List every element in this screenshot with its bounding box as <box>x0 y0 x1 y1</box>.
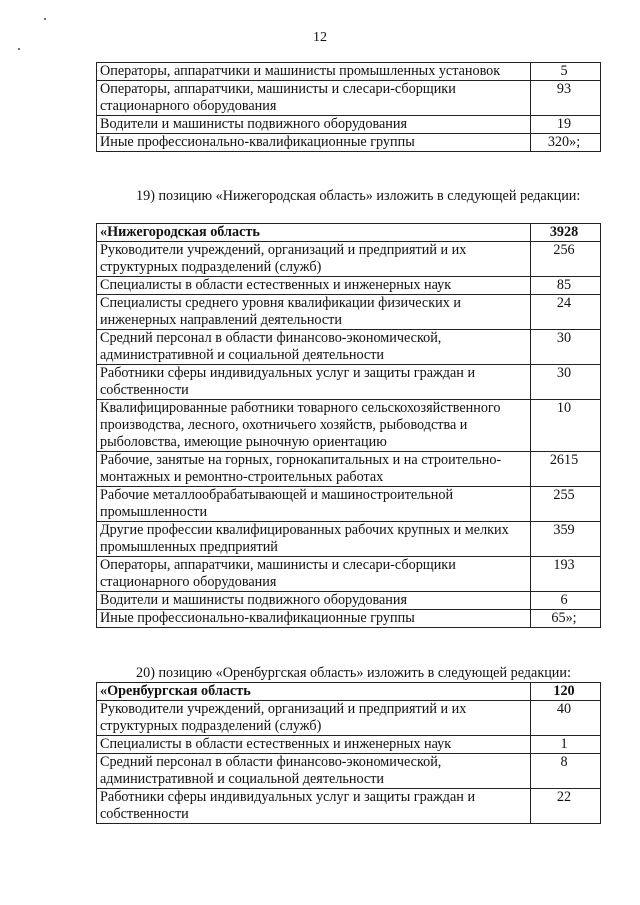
table-row <box>97 330 601 365</box>
table-row <box>97 522 601 557</box>
table-row <box>97 63 601 81</box>
table-row <box>97 365 601 400</box>
row-value: 193 <box>531 557 601 592</box>
table-orenburgskaya <box>96 682 601 824</box>
row-label: Иные профессионально-квалификационные группы <box>97 610 531 628</box>
table-header-row <box>97 683 601 701</box>
paragraph-20: 20) позицию «Оренбургская область» изложить в следующей редакции: <box>136 665 571 681</box>
row-label: Рабочие, занятые на горных, горнокапитальных и на строительно-монтажных и ремонтно-строительных работах <box>97 452 531 487</box>
row-label: Рабочие металлообрабатывающей и машиностроительной промышленности <box>97 487 531 522</box>
scan-speck <box>18 48 20 50</box>
row-value: 65»; <box>531 610 601 628</box>
scan-speck <box>44 18 46 20</box>
row-value: 5 <box>531 63 601 81</box>
table-row <box>97 81 601 116</box>
row-label: Водители и машинисты подвижного оборудования <box>97 116 531 134</box>
table-row <box>97 754 601 789</box>
row-value: 8 <box>531 754 601 789</box>
table-row <box>97 610 601 628</box>
region-total: 3928 <box>531 224 601 242</box>
row-label: Операторы, аппаратчики, машинисты и слесари-сборщики стационарного оборудования <box>97 81 531 116</box>
row-value: 6 <box>531 592 601 610</box>
row-value: 2615 <box>531 452 601 487</box>
table-row <box>97 134 601 152</box>
row-label: Работники сферы индивидуальных услуг и защиты граждан и собственности <box>97 365 531 400</box>
table-row <box>97 592 601 610</box>
page-number: 12 <box>313 30 327 45</box>
row-label: Руководители учреждений, организаций и предприятий и их структурных подразделений (служб) <box>97 701 531 736</box>
row-label: Квалифицированные работники товарного сельскохозяйственного производства, лесного, охотничьего хозяйств, рыбоводства и рыболовства, имеющие рыночную ориентацию <box>97 400 531 452</box>
table-row <box>97 557 601 592</box>
row-label: Работники сферы индивидуальных услуг и защиты граждан и собственности <box>97 789 531 824</box>
row-label: Специалисты в области естественных и инженерных наук <box>97 277 531 295</box>
table-row <box>97 789 601 824</box>
row-value: 22 <box>531 789 601 824</box>
table-row <box>97 277 601 295</box>
paragraph-19: 19) позицию «Нижегородская область» изложить в следующей редакции: <box>136 188 581 204</box>
row-value: 30 <box>531 330 601 365</box>
table-row <box>97 452 601 487</box>
row-label: Иные профессионально-квалификационные группы <box>97 134 531 152</box>
table-row <box>97 242 601 277</box>
row-value: 19 <box>531 116 601 134</box>
table-row <box>97 701 601 736</box>
row-label: Специалисты среднего уровня квалификации физических и инженерных направлений деятельности <box>97 295 531 330</box>
region-total: 120 <box>531 683 601 701</box>
table-header-row <box>97 224 601 242</box>
row-label: Водители и машинисты подвижного оборудования <box>97 592 531 610</box>
row-value: 1 <box>531 736 601 754</box>
table-nizhegorodskaya <box>96 223 601 628</box>
row-value: 30 <box>531 365 601 400</box>
row-label: Средний персонал в области финансово-экономической, административной и социальной деятельности <box>97 754 531 789</box>
table-continued <box>96 62 601 152</box>
row-value: 40 <box>531 701 601 736</box>
row-value: 255 <box>531 487 601 522</box>
row-label: Операторы, аппаратчики, машинисты и слесари-сборщики стационарного оборудования <box>97 557 531 592</box>
row-value: 359 <box>531 522 601 557</box>
row-value: 10 <box>531 400 601 452</box>
row-value: 320»; <box>531 134 601 152</box>
region-name: «Оренбургская область <box>97 683 531 701</box>
table-row <box>97 400 601 452</box>
table-row <box>97 487 601 522</box>
row-label: Другие профессии квалифицированных рабочих крупных и мелких промышленных предприятий <box>97 522 531 557</box>
row-value: 85 <box>531 277 601 295</box>
row-value: 256 <box>531 242 601 277</box>
table-row <box>97 116 601 134</box>
row-value: 93 <box>531 81 601 116</box>
row-label: Операторы, аппаратчики и машинисты промышленных установок <box>97 63 531 81</box>
row-label: Средний персонал в области финансово-экономической, административной и социальной деятельности <box>97 330 531 365</box>
row-label: Руководители учреждений, организаций и предприятий и их структурных подразделений (служб) <box>97 242 531 277</box>
region-name: «Нижегородская область <box>97 224 531 242</box>
row-label: Специалисты в области естественных и инженерных наук <box>97 736 531 754</box>
table-row <box>97 295 601 330</box>
table-row <box>97 736 601 754</box>
row-value: 24 <box>531 295 601 330</box>
